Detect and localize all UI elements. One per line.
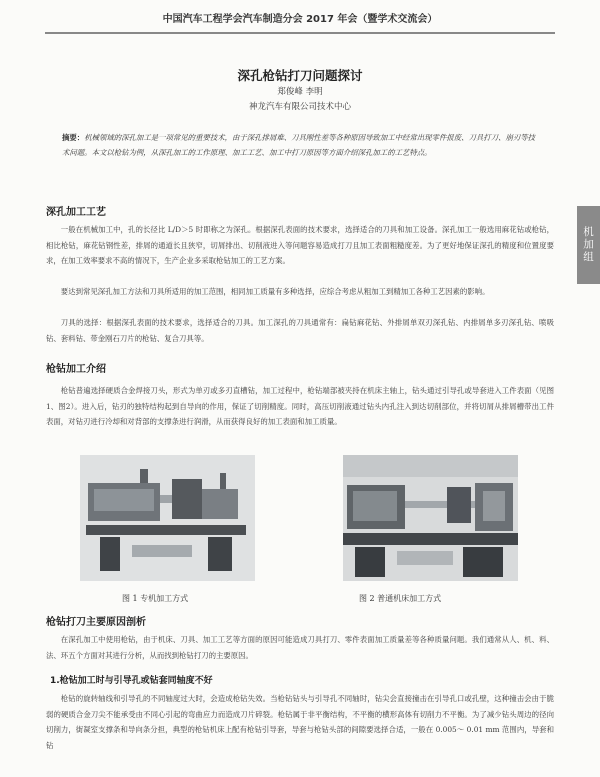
figure-2-caption: 图 2 普通机床加工方式 bbox=[359, 594, 442, 603]
figure-1-drawing bbox=[80, 455, 255, 581]
paragraph-process-range: 要达到常见深孔加工方法和刀具所适用的加工范围，相同加工质量有多种选择，应综合考虑从粗加工到精加工各种工艺因素的影响。 bbox=[60, 287, 490, 296]
subsection-heading-coaxiality: 1.枪钻加工时与引导孔或钻套同轴度不好 bbox=[50, 676, 213, 686]
paper-affiliation: 神龙汽车有限公司技术中心 bbox=[248, 102, 351, 112]
figure-1-caption: 图 1 专机加工方式 bbox=[122, 594, 189, 603]
paragraph-tool-selection: 刀具的选择：根据深孔表面的技术要求，选择适合的刀具。加工深孔的刀具通常有：扁钻麻花钻、外排屑单双刃深孔钻、内排屑单多刃深孔钻、喷吸钻、套料钻、带金刚石刀片的枪钻、复合刀具等。 bbox=[46, 318, 554, 343]
section-heading-failure-analysis: 枪钻打刀主要原因剖析 bbox=[46, 617, 146, 628]
paragraph-deep-hole-intro: 一般在机械加工中，孔的长径比 L/D＞5 时即称之为深孔。根据深孔表面的技术要求，选择适合的刀具和加工设备。深孔加工一般选用麻花钻或枪钻，相比枪钻，麻花钻钢性差，排屑的通道长且狭窄，切屑排出、切削液进入等问题容易造成打刀且加工表面粗糙度差。为了更好地保证深孔的精度和位置度要求，在加工效率要求不高的情况下，生产企业多采取枪钻加工的工艺方案。 bbox=[46, 225, 554, 266]
abstract-text: 机械领域的深孔加工是一项常见的重要技术，由于深孔排屑难、刀具刚性差等各种原因导致加工中经常出现零件报废、刀具打刀、崩刃等技术问题。本文以枪钻为例，从深孔加工的工作原理、加工工艺、加工中打刀原因等方面介绍深孔加工的工艺特点。 bbox=[62, 133, 536, 157]
section-heading-deep-hole-process: 深孔加工工艺 bbox=[46, 207, 106, 218]
abstract bbox=[62, 130, 542, 160]
section-side-tab: 机加组 bbox=[577, 206, 600, 284]
paragraph-failure-analysis: 在深孔加工中使用枪钻，由于机床、刀具、加工工艺等方面的原因可能造成刀具打刀、零件表面加工质量差等各种质量问题。我们通常从人、机、料、法、环五个方面对其进行分析，从而找到枪钻打刀的主要原因。 bbox=[46, 635, 554, 660]
abstract-label: 摘要： bbox=[62, 133, 85, 142]
paper-title: 深孔枪钻打刀问题探讨 bbox=[237, 68, 363, 83]
figure-2-general-machine bbox=[343, 455, 518, 581]
paper-authors: 郑俊峰 李明 bbox=[277, 87, 323, 97]
header-rule bbox=[45, 32, 555, 34]
section-heading-gun-drill-intro: 枪钻加工介绍 bbox=[46, 364, 106, 375]
paragraph-coaxiality: 枪钻的旋转轴线和引导孔的不同轴度过大时，会造成枪钻失效。当枪钻钻头与引导孔不同轴时，钻尖会直接撞击在引导孔口或孔壁，这种撞击会由于脆弱的硬质合金刀尖不能承受由不同心引起的弯曲应力而造成刀片碎裂。枪钻属于非平衡结构，不平衡的横形高体有切削力不平衡。为了减少钻头周边的径向切削力，街凝室支撑条和导向条分担，典型的枪钻机床上配有枪钻引导套，导套与枪钻头部的间隙要选择合适，一般在 0.005～ 0.01 mm 范围内，导套和钻 bbox=[46, 694, 554, 750]
paragraph-gun-drill-description: 枪钻普遍选择硬质合金焊接刀头，形式为单刃或多刃直槽钻，加工过程中，枪钻端部被夹持在机床主轴上，钻头通过引导孔或导套进入工件表面（见图1、图2）。进入后，钻刃的独特结构起到自导向的作用，保证了切削精度。同时，高压切削液通过钻头内孔注入到达切削部位，并将切屑从排屑槽带出工件表面，对钻刃进行冷却和对背部的支撑条进行润滑，从而获得良好的加工表面和加工质量。 bbox=[46, 386, 554, 427]
conference-header: 中国汽车工程学会汽车制造分会 2017 年会（暨学术交流会） bbox=[162, 14, 438, 25]
figure-2-drawing bbox=[343, 455, 518, 581]
figure-1-dedicated-machine bbox=[80, 455, 255, 581]
